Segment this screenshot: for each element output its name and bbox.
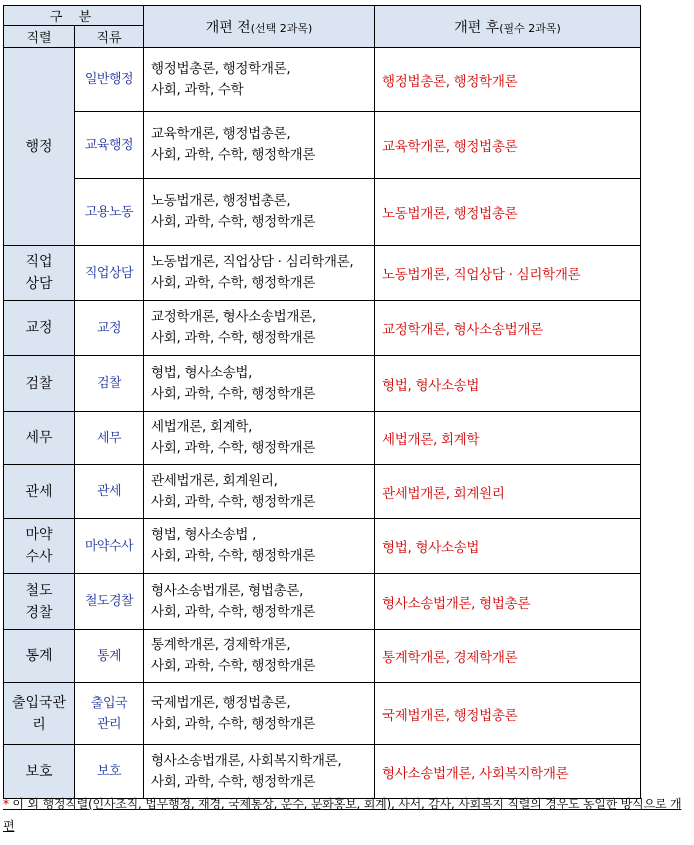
after-subjects-cell: 형사소송법개론, 형법총론 [375,574,641,630]
table-row [4,465,641,519]
job-series-cell [4,683,75,745]
after-subjects-cell: 형법, 형사소송법 [375,356,641,412]
before-subjects-cell [144,574,375,630]
header-before-note: (선택 2과목) [250,21,313,35]
footnote [3,793,691,837]
job-class-label: 교정 [96,320,122,336]
job-class-cell [75,574,144,630]
job-class-cell [75,519,144,574]
job-series-label: 리 [32,716,46,733]
footnote-text: 이 외 행정직렬(인사조직, 법무행정, 재경, 국제통상, 운수, 문화홍보, 회계), 사서, 감사, 사회복지 직렬의 경우도 동일한 방식으로 개편 [3,797,682,833]
table-row [4,246,641,301]
before-subjects-cell [144,246,375,301]
job-class-label: 직업상담 [84,265,134,281]
before-subjects-line: 세법개론, 회계학, [151,419,253,435]
header-before-label: 개편 전 [205,19,251,36]
job-series-cell [4,48,75,246]
job-series-label: 상담 [25,276,53,292]
job-series-cell [4,356,75,412]
after-subjects-cell: 국제법개론, 행정법총론 [375,683,641,745]
before-subjects-cell [144,412,375,465]
before-subjects-cell [144,465,375,519]
after-subjects-cell: 노동법개론, 행정법총론 [375,179,641,246]
header-category: 구 분 [4,6,144,26]
job-series-cell [4,630,75,683]
job-series-label: 행정 [25,138,53,155]
table-body [4,48,641,799]
job-series-label: 통계 [25,648,53,664]
job-class-label: 출입국 [90,695,128,711]
job-series-label: 관세 [25,483,53,500]
job-series-label: 보호 [25,763,53,780]
job-class-label: 마약수사 [84,538,134,554]
before-subjects-line: 사회, 과학, 수학, 행정학개론 [151,603,316,620]
header-before [144,6,375,48]
job-class-label: 관리 [96,716,122,732]
job-series-label: 교정 [25,320,53,336]
table-row [4,574,641,630]
table-row [4,519,641,574]
before-subjects-line: 사회, 과학, 수학, 행정학개론 [151,385,316,402]
header-job-class: 직류 [75,26,144,48]
job-class-label: 보호 [96,764,122,779]
job-series-cell [4,519,75,574]
job-series-label: 세무 [25,430,53,446]
header-after [375,6,641,48]
after-subjects-cell: 행정법총론, 행정학개론 [375,48,641,112]
before-subjects-line: 사회, 과학, 수학, 행정학개론 [151,147,316,163]
after-subjects-cell: 노동법개론, 직업상담 · 심리학개론 [375,246,641,301]
job-class-cell [75,465,144,519]
subject-reform-table-container [3,5,641,799]
before-subjects-line: 국제법개론, 행정법총론, [151,694,291,711]
job-class-label: 검찰 [96,376,122,391]
before-subjects-line: 사회, 과학, 수학, 행정학개론 [151,440,316,456]
table-row [4,48,641,112]
before-subjects-cell [144,179,375,246]
job-series-cell [4,301,75,356]
before-subjects-line: 행정법총론, 행정학개론, [151,60,291,77]
after-subjects-cell: 형법, 형사소송법 [375,519,641,574]
table-row [4,412,641,465]
job-class-label: 세무 [96,430,122,446]
job-series-label: 경찰 [25,604,53,621]
before-subjects-line: 사회, 과학, 수학, 행정학개론 [151,548,316,564]
table-row [4,356,641,412]
subject-reform-table [3,5,641,799]
job-series-cell [4,574,75,630]
before-subjects-cell [144,301,375,356]
after-subjects-cell: 형사소송법개론, 사회복지학개론 [375,745,641,799]
job-class-label: 관세 [96,484,122,499]
after-subjects-cell: 교육학개론, 행정법총론 [375,112,641,179]
before-subjects-cell [144,356,375,412]
job-class-cell [75,112,144,179]
before-subjects-line: 사회, 과학, 수학 [151,81,244,98]
job-class-label: 일반행정 [84,72,134,87]
job-series-label: 직업 [25,254,53,270]
before-subjects-line: 사회, 과학, 수학, 행정학개론 [151,773,316,790]
before-subjects-cell [144,48,375,112]
table-row [4,179,641,246]
table-header [4,6,641,48]
before-subjects-line: 교육학개론, 행정법총론, [151,126,291,142]
before-subjects-cell [144,683,375,745]
job-class-label: 철도경찰 [84,594,134,609]
header-after-note: (필수 2과목) [499,21,561,35]
job-class-cell [75,48,144,112]
job-series-cell [4,745,75,799]
before-subjects-line: 사회, 과학, 수학, 행정학개론 [151,715,316,732]
before-subjects-line: 사회, 과학, 수학, 행정학개론 [151,658,316,674]
after-subjects-cell: 통계학개론, 경제학개론 [375,630,641,683]
after-subjects-cell: 교정학개론, 형사소송법개론 [375,301,641,356]
job-class-cell [75,356,144,412]
before-subjects-line: 형법, 형사소송법, [151,364,253,381]
job-class-cell [75,301,144,356]
table-row [4,745,641,799]
before-subjects-cell [144,519,375,574]
job-series-cell [4,412,75,465]
table-row [4,301,641,356]
job-series-label: 검찰 [25,375,53,392]
job-class-cell [75,683,144,745]
job-class-label: 교육행정 [84,137,134,153]
header-job-series: 직렬 [4,26,75,48]
footnote-star: * [3,797,9,811]
after-subjects-cell: 관세법개론, 회계원리 [375,465,641,519]
before-subjects-line: 형사소송법개론, 사회복지학개론, [151,752,342,769]
before-subjects-line: 관세법개론, 회계원리, [151,472,278,489]
job-class-cell [75,179,144,246]
job-series-label: 수사 [25,549,53,565]
before-subjects-line: 사회, 과학, 수학, 행정학개론 [151,330,316,346]
job-series-label: 철도 [25,582,53,599]
job-class-label: 통계 [96,648,122,664]
before-subjects-cell [144,112,375,179]
before-subjects-cell [144,745,375,799]
job-series-label: 마약 [25,527,53,543]
before-subjects-line: 통계학개론, 경제학개론, [151,637,291,653]
job-class-cell [75,246,144,301]
job-class-cell [75,745,144,799]
table-row [4,683,641,745]
job-series-cell [4,465,75,519]
before-subjects-line: 사회, 과학, 수학, 행정학개론 [151,275,316,291]
table-row [4,630,641,683]
before-subjects-line: 노동법개론, 직업상담 · 심리학개론, [151,254,354,270]
before-subjects-line: 형사소송법개론, 형법총론, [151,582,304,599]
table-row [4,112,641,179]
job-series-label: 출입국관 [11,694,67,711]
before-subjects-cell [144,630,375,683]
after-subjects-cell: 세법개론, 회계학 [375,412,641,465]
header-after-label: 개편 후 [454,19,500,36]
before-subjects-line: 노동법개론, 행정법총론, [151,193,291,209]
job-class-cell [75,412,144,465]
job-class-cell [75,630,144,683]
before-subjects-line: 사회, 과학, 수학, 행정학개론 [151,214,316,230]
before-subjects-line: 형법, 형사소송법 , [151,527,257,543]
job-class-label: 고용노동 [84,204,134,220]
before-subjects-line: 교정학개론, 형사소송법개론, [151,309,316,325]
job-series-cell [4,246,75,301]
before-subjects-line: 사회, 과학, 수학, 행정학개론 [151,493,316,510]
